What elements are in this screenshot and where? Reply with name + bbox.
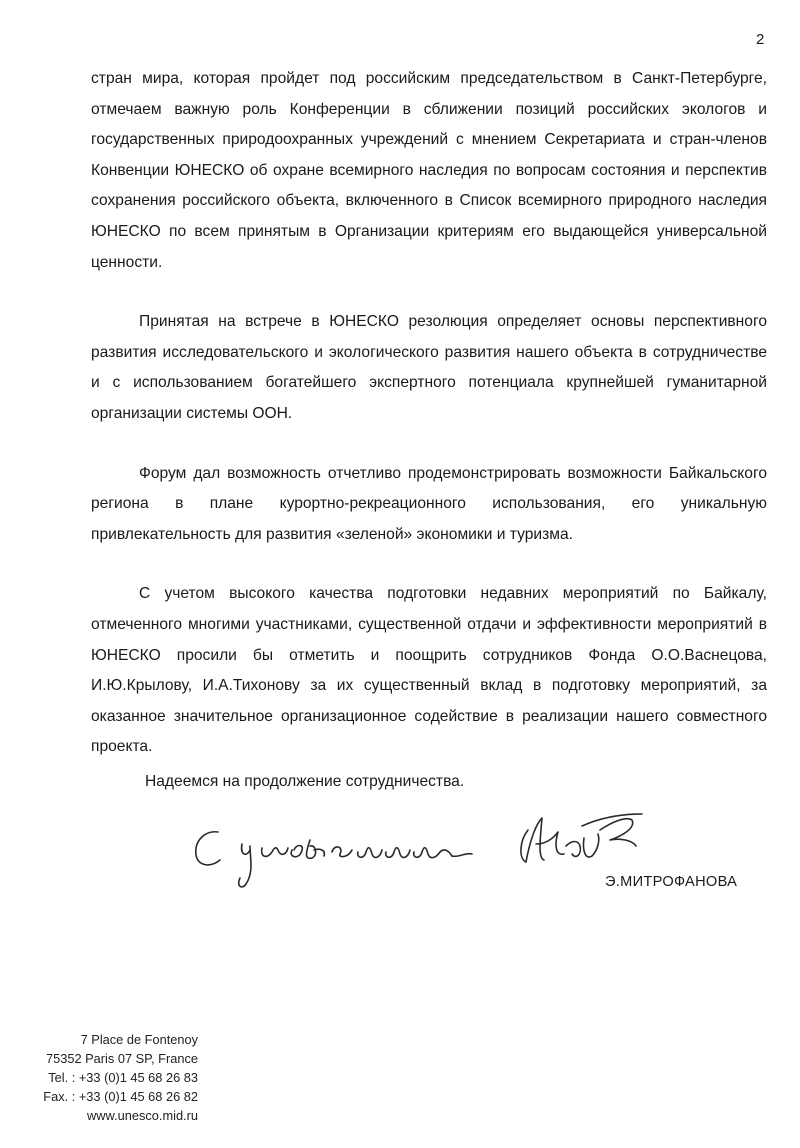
paragraph-1: стран мира, которая пройдет под российским председательством в Санкт-Петербурге, отмечаем важную роль Конференции в сближении позиций российских экологов и государственных природоохранных учреждений с мнением Секретариата и стран-членов Конвенции ЮНЕСКО об охране всемирного наследия по вопросам состояния и перспектив сохранения российского объекта, включенного в Список всемирного природного наследия ЮНЕСКО по всем принятым в Организации критериям его выдающейся универсальной ценности. [91,70,767,271]
footer-contact-block [20,1030,198,1125]
signer-name: Э.МИТРОФАНОВА [605,874,738,890]
footer-address-line1: 7 Place de Fontenoy [80,1032,198,1047]
paragraph-2: Принятая на встрече в ЮНЕСКО резолюция определяет основы перспективного развития исследовательского и экологического развития нашего объекта в сотрудничестве и с использованием богатейшего экспертного потенциала крупнейшей гуманитарной организации системы ООН. [91,313,767,422]
footer-address-line2: 75352 Paris 07 SP, France [45,1051,198,1066]
footer-website: www.unesco.mid.ru [87,1108,198,1123]
page-number: 2 [756,31,765,48]
footer-tel: Tel. : +33 (0)1 45 68 26 83 [48,1070,198,1085]
paragraph-3: Форум дал возможность отчетливо продемонстрировать возможности Байкальского региона в плане курортно-рекреационного использования, его уникальную привлекательность для развития «зеленой» экономики и туризма. [91,464,767,543]
paragraph-4: С учетом высокого качества подготовки недавних мероприятий по Байкалу, отмеченного многими участниками, существенной отдачи и эффективности мероприятий в ЮНЕСКО просили бы отметить и поощрить сотрудников Фонда О.О.Васнецова, И.Ю.Крылову, И.А.Тихонову за их существенный вклад в подготовку мероприятий, за оказанное значительное организационное содействие в реализации нашего совместного проекта. [91,585,767,756]
footer-fax: Fax. : +33 (0)1 45 68 26 82 [43,1089,198,1104]
letter-body [91,64,767,792]
closing-line: Надеемся на продолжение сотрудничества. [145,773,465,790]
